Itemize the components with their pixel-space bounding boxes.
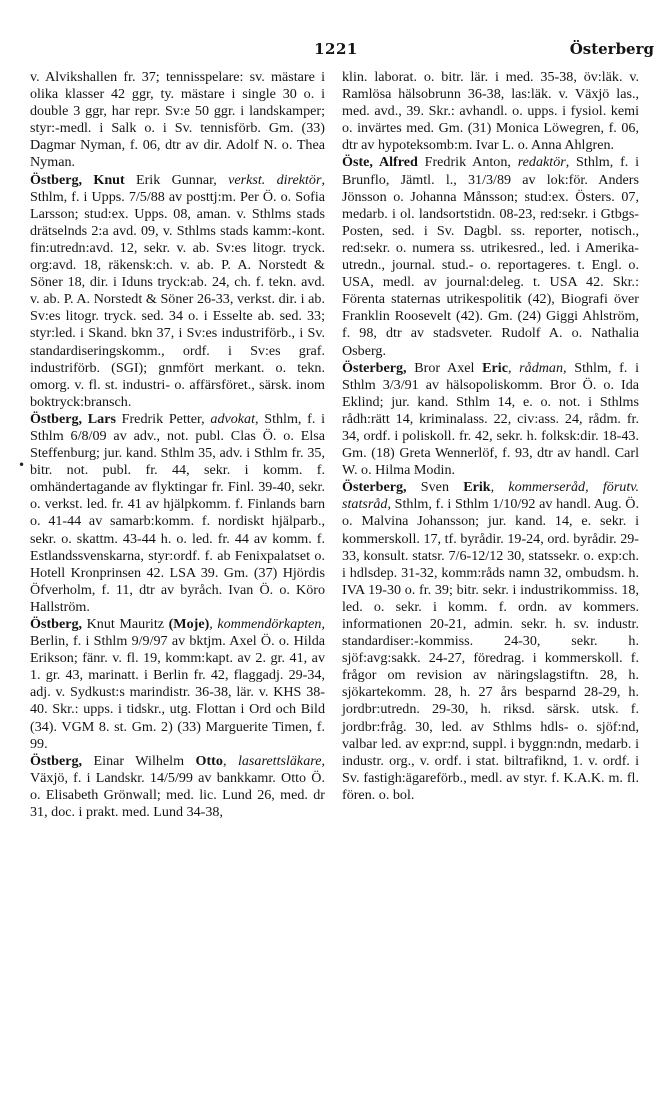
continuation-text: klin. laborat. o. bitr. lär. i med. 35-38, öv:läk. v. Ramlösa hälsobrunn 36-38, las:läk. v. Växjö las., med. avd., 39. Skr.: avhandl. o. upps. i fysiol. kemi o. invärtes med. Gm. (31) Monica Löwegren, f. 06, dtr av hypoteksomb:m. Ivar L. o. Anna Ahlgren. — [342, 69, 639, 154]
entry-text: , Sthlm, f. i Upps. 7/5/88 av posttj:m. Per Ö. o. Sofia Larsson; stud:ex. Upps. 08, aman. v. Sthlms stads drätselnds 2:a avd. 09, v. Sthlms stads kamm:-kont. fin:utredn:avd. 12, sekr. v. ab. Sv:es litogr. tryck. org:avd. 18, räkensk:ch. v. ab. P. A. Norstedt & Söner 18, dir. i Iduns tryck:ab. 24, ch. f. tekn. avd. v. ab. P. A. Norstedt & Söner 26-33, verkst. dir. i ab. Sv:es litogr. tryck. sed. 34 o. i Esselte ab. sed. 33; styr:led. i Skand. bkn 37, i Sv:es industriförb., i Sv. standardiseringskomm., ordf. i Sv:es graf. industriförb. (SGI); gnmfört merkant. o. tekn. omorg. v. fl. st. industri- o. affärsföret., särsk. inom boktryck:bransch. — [30, 171, 325, 410]
entry-text: , Sthlm, f. i Sthlm 3/3/91 av hälsopoliskomm. Bror Ö. o. Ida Eklind; jur. kand. Sthlm 14, e. o. not. i Sthlms rådh:rätt 14, kriminalass. 22, civ:ass. 24, rådm. fr. 34, ordf. i poliskoll. fr. 42, sekr. h. folksk:dir. 18-43. Gm. (18) Greta Wennerlöf, f. 93, dtr av handl. Carl W. o. Hilma Modin. — [342, 359, 639, 479]
entry-ostberg-moje — [30, 616, 325, 753]
page-number: 1221 — [314, 40, 358, 58]
entry-text: , Sthlm, f. i Sthlm 6/8/09 av adv., not. publ. Clas Ö. o. Elsa Steffenburg; jur. kand. Sthlm 35, adv. i Sthlm fr. 35, bitr. not. publ. fr. 44, sekr. i komm. f. omhändertagande av flyktingar fr. Finl. 39-40, sekr. o. verkst. led. fr. 41 av hjälpkomm. f. Finlands barn o. 41-44 av samarb:komm. f. nordiskt hjälparb., sekr. o. skattm. 43-44 h. o. led. fr. 44 av komm. f. Estlandssvenskarna, styr:ordf. f. ab Fenixpalatset o. Hotell Kronprinsen 42. LSA 39. Gm. (37) Hjördis Öfverholm, f. 11, dtr av byråch. Ivan Ö. o. Köro Hallström. — [30, 410, 325, 615]
entry-title: verkst. direktör — [228, 171, 322, 188]
entry-name: Östberg, Knut — [30, 171, 125, 188]
entry-given-names: Einar Wilhelm — [82, 752, 196, 769]
margin-mark: • — [18, 458, 26, 472]
entry-title: advokat — [210, 410, 256, 427]
entry-given-names: Sven — [406, 479, 464, 496]
entry-given-names: Bror Axel — [406, 359, 483, 376]
entry-name: Österberg, — [342, 359, 407, 376]
entry-given-names: Erik Gunnar, — [124, 171, 229, 188]
entry-title: redaktör — [517, 154, 566, 171]
entry-given-names: Fredrik Anton, — [417, 154, 518, 171]
entry-given-names: Fredrik Petter, — [115, 410, 211, 427]
entry-name: Öste, Alfred — [342, 154, 418, 171]
entry-called-name: Erik — [463, 479, 491, 496]
entry-title: , kommerseråd, förutv. statsråd — [342, 479, 639, 513]
entry-called-name: Eric — [482, 359, 508, 376]
entry-text: , Sthlm, f. i Brunflo, Jämtl. l., 31/3/89 av lok:för. Anders Jönsson o. Johanna Månsson; stud:ex. Östers. 07, medarb. i ol. landsortstidn. 08-23, red:sekr. i Gtbgs-Posten, sed. i Sv. Dagbl. ss. reporter, notisch., red:sekr. o. numera ss. utrikesred., led. i Amerika-utredn., journal. stud.- o. reportageres. t. Engl. o. USA, medl. av journal:deleg. t. USA 42. Skr.: Förenta staternas utrikespolitik (42), Biografi över Franklin Roosevelt (42). Gm. (24) Giggi Ahlström, f. 98, dtr av stadsveter. Rudolf A. o. Nathalia Osberg. — [342, 154, 640, 359]
entry-text: , Berlin, f. i Sthlm 9/9/97 av bktjm. Axel Ö. o. Hilda Erikson; fänr. v. fl. 19, komm:kapt. av 2. gr. 41, av 1. gr. 43, marinatt. i Berlin fr. 42, flaggadj. 29-34, adj. v. Sydkust:s marindistr. 36-38, lär. v. KHS 38-40. Skr.: upps. i tidskr., utg. Flottan i Ord och Bild (34). VGM 8. st. Gm. 2) (33) Marguerite Timen, f. 99. — [30, 616, 325, 752]
entry-osterberg-erik — [342, 479, 639, 804]
entry-title: , kommendörkapten — [209, 616, 322, 632]
entry-ostberg-knut — [30, 172, 325, 411]
entry-oste-alfred — [342, 154, 639, 359]
entry-ostberg-otto — [30, 753, 325, 821]
right-column — [342, 69, 639, 804]
page-header — [0, 40, 672, 64]
entry-ostberg-lars — [30, 411, 325, 616]
entry-name: Österberg, — [342, 479, 407, 496]
entry-name: Östberg, Lars — [30, 410, 116, 427]
entry-name: Östberg, — [30, 616, 83, 632]
left-column — [30, 69, 325, 821]
entry-text: , Sthlm, f. i Sthlm 1/10/92 av handl. Aug. Ö. o. Malvina Johansson; jur. kand. 14, e. sekr. i kommerskoll. 17, tf. byrådir. 19-24, ord. byrådir. 29-33, konsult. statsr. 7/6-12/12 30, statssekr. o. exp:ch. i hdlsdep. 31-32, komm:råds namn 32, ombudsm. h. IVA 19-30 o. fr. 39; bitr. sekr. i industrikommiss. 18, led. o. sekr. i komm. f. ordn. av kommers. informationen 20-21, admin. sekr. h. sv. industr. standardiser:-kommiss. 24-30, sekr. h. sjöf:avg:sakk. 24-27, föredrag. i kommerskoll. f. frågor om revision av näringslagstiftn. 28, h. sjökartekomm. 28, h. 27 års besparnd 28-29, h. jordbr:utredn. 29-30, h. riksd. särsk. utsk. f. jordbr:fråg. 30, led. av Sthlms hdls- o. sjöf:nd, valbar led. av expr:nd, suppl. i byggn:ndn, medarb. i industr. org., v. ordf. i stat. biltrafiknd, 1. v. ordf. i Sv. fastigh:ägareförb., medl. av styr. f. K.A.K. m. fl. fören. o. bol. — [342, 496, 639, 803]
entry-text: , Växjö, f. i Landskr. 14/5/99 av bankkamr. Otto Ö. o. Elisabeth Grönwall; med. lic. Lund 26, med. dr 31, doc. i prakt. med. Lund 34-38, — [30, 752, 325, 821]
entry-called-name: (Moje) — [168, 616, 210, 632]
entry-title: , lasarettsläkare — [222, 752, 322, 769]
running-head: Österberg — [569, 40, 654, 58]
entry-called-name: Otto — [195, 752, 223, 769]
entry-osterberg-eric — [342, 360, 639, 480]
entry-title: , rådman — [507, 359, 564, 376]
entry-given-names: Knut Mauritz — [82, 616, 169, 632]
entry-name: Östberg, — [30, 752, 83, 769]
continuation-text: v. Alvikshallen fr. 37; tennisspelare: sv. mästare i olika klasser 42 ggr, ty. mästare i single 30 o. i double 3 ggr, har repr. Sv:e 50 ggr. i landskamper; styr:-medl. i Salk o. i Sv. tennisförb. Gm. (33) Dagmar Nyman, f. 06, dtr av dir. Adolf N. o. Thea Nyman. — [30, 69, 325, 171]
